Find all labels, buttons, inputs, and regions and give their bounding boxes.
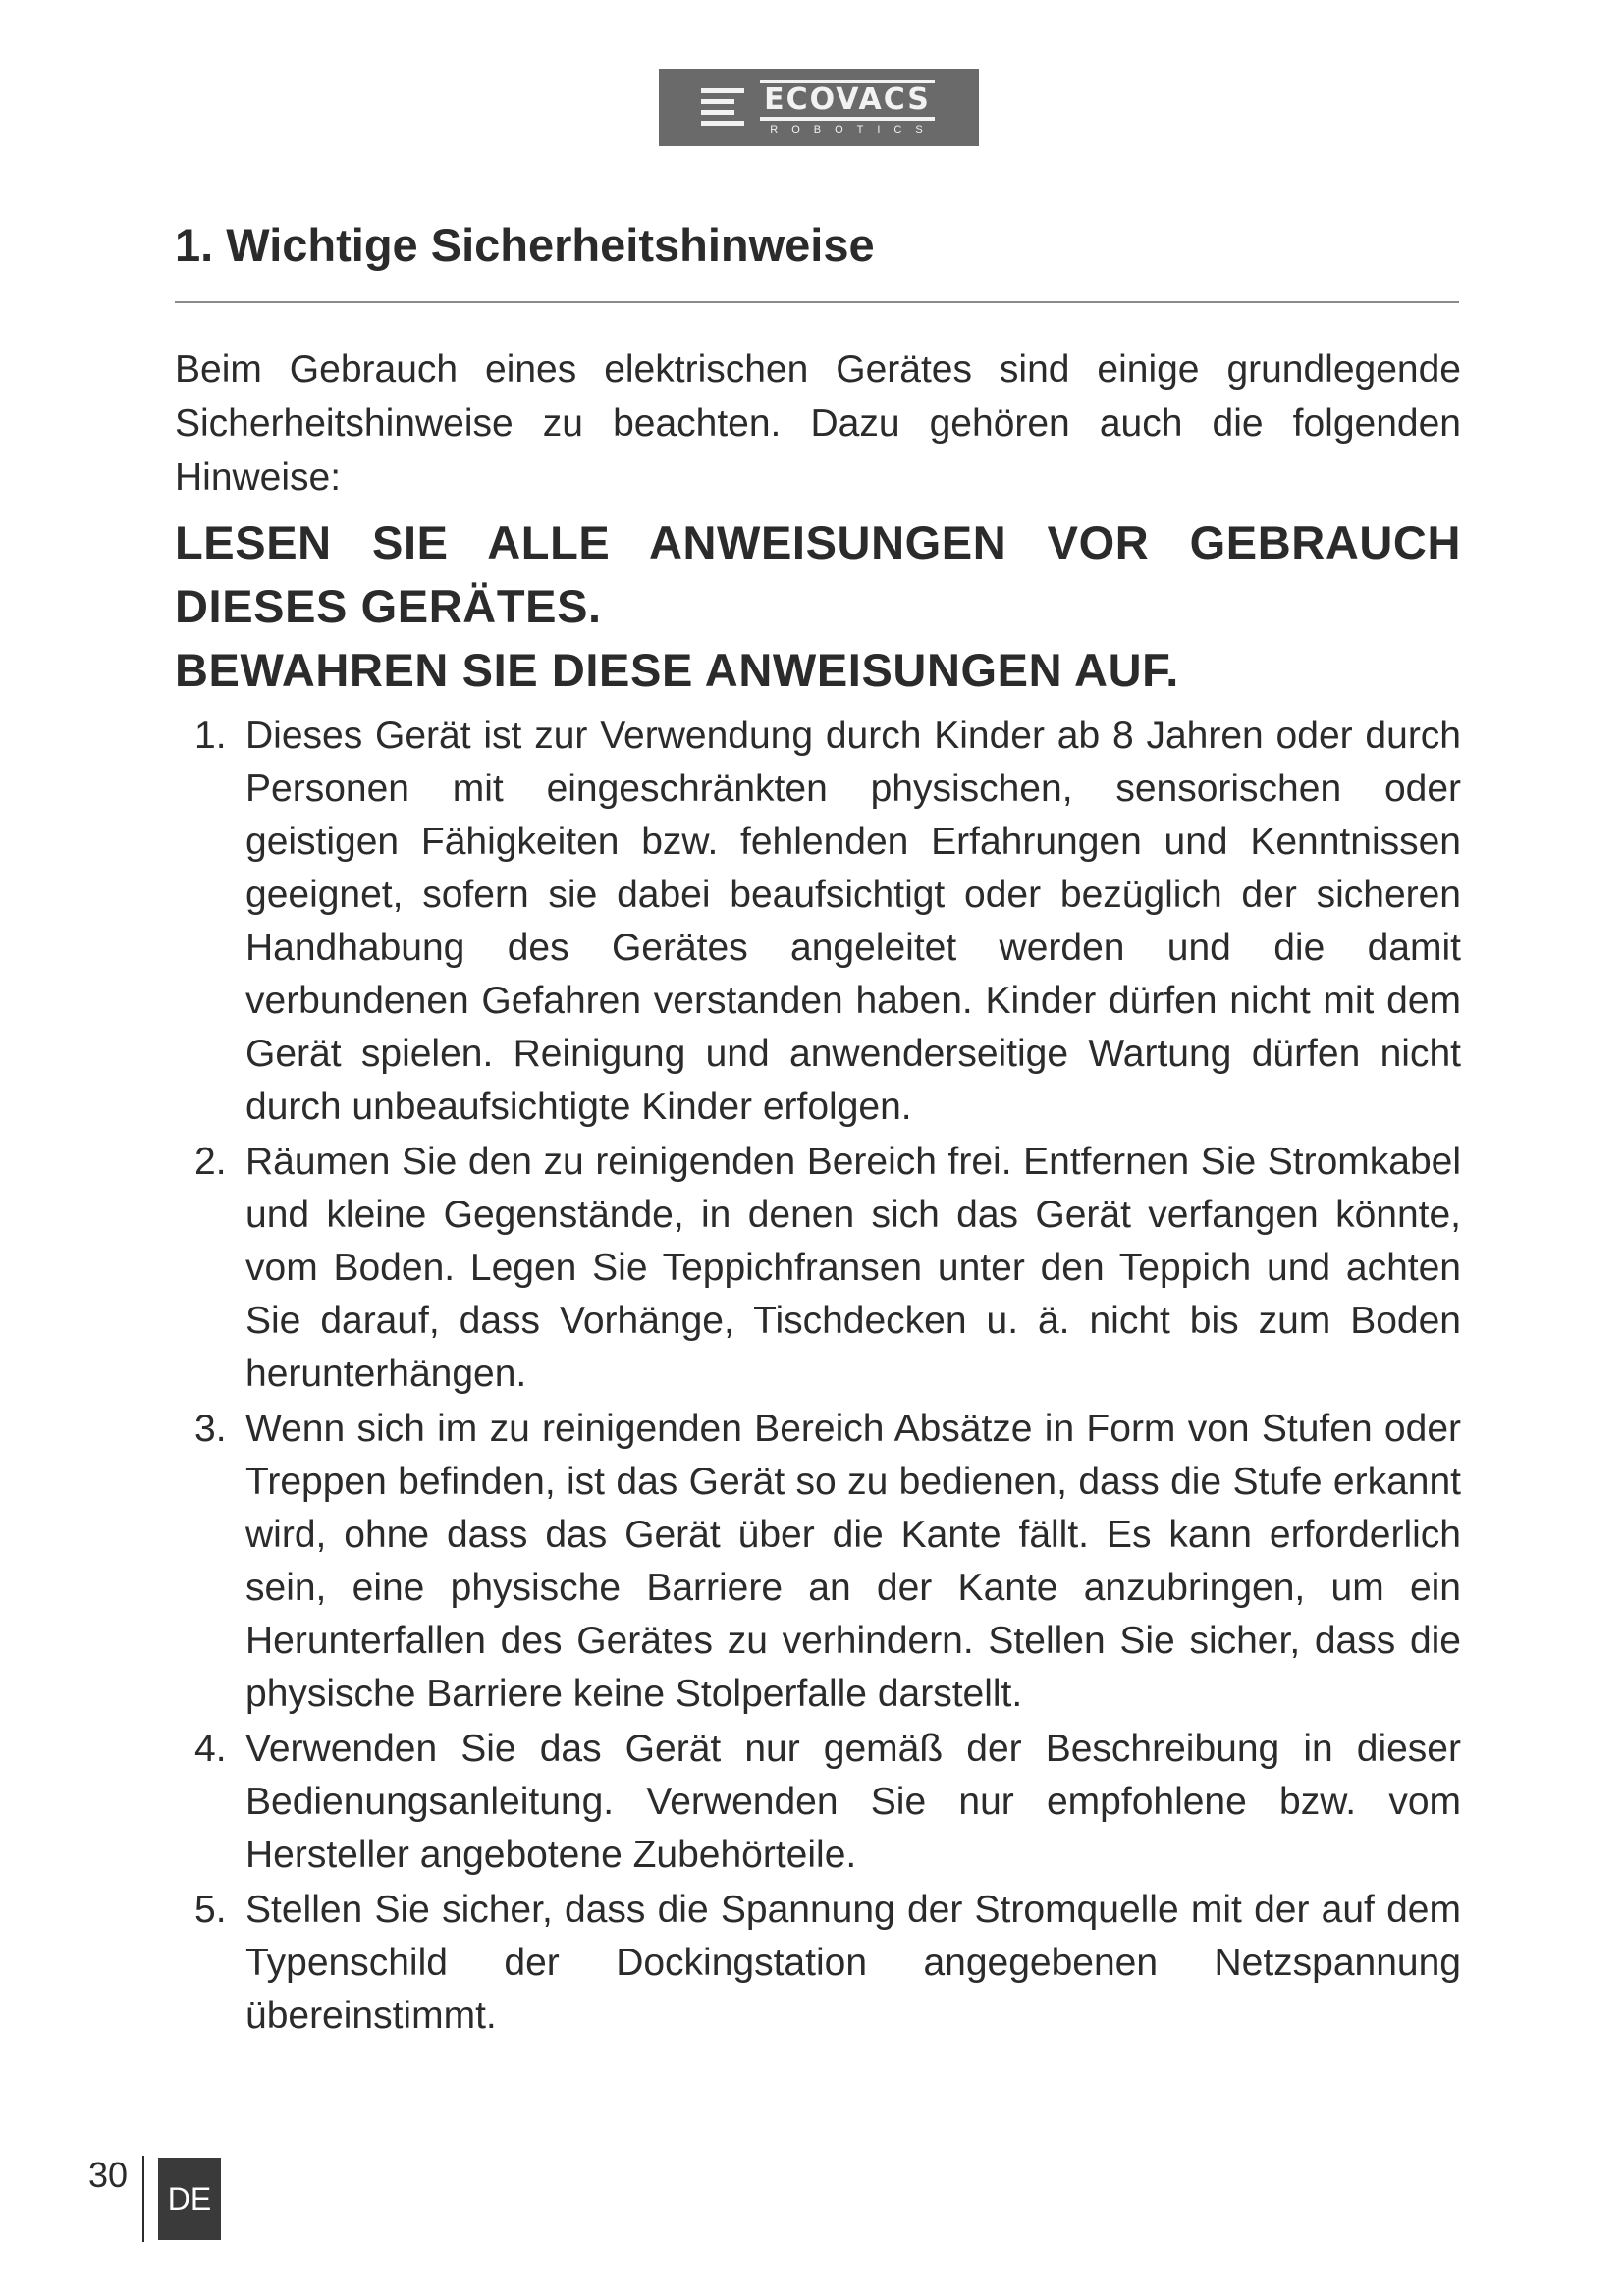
list-item-number: 1. <box>194 715 227 757</box>
logo-wordmark <box>758 80 936 135</box>
list-item-number: 2. <box>194 1141 227 1183</box>
brand-logo <box>659 69 979 146</box>
list-item-number: 4. <box>194 1728 227 1770</box>
list-item <box>175 710 1461 1134</box>
warning-read-instructions: LESEN SIE ALLE ANWEISUNGEN VOR GEBRAUCH DIESES GERÄTES. <box>175 516 1461 632</box>
list-item-text: Räumen Sie den zu reinigenden Bereich frei. Entfernen Sie Stromkabel und kleine Gegenstände, in denen sich das Gerät verfangen könnte, vom Boden. Legen Sie Teppichfransen unter den Teppich und achten Sie darauf, dass Vorhänge, Tischdecken u. ä. nicht bis zum Boden herunterhängen. <box>245 1141 1461 1395</box>
footer-divider <box>142 2156 144 2242</box>
safety-list <box>175 710 1461 2043</box>
list-item <box>175 1884 1461 2043</box>
list-item-number: 5. <box>194 1889 227 1931</box>
list-item-text: Dieses Gerät ist zur Verwendung durch Kinder ab 8 Jahren oder durch Personen mit eingeschränkten physischen, sensorischen oder geistigen Fähigkeiten bzw. fehlenden Erfahrungen und Kenntnissen geeignet, sofern sie dabei beaufsichtigt oder bezüglich der sicheren Handhabung des Gerätes angeleitet werden und die damit verbundenen Gefahren verstanden haben. Kinder dürfen nicht mit dem Gerät spielen. Reinigung und anwenderseitige Wartung dürfen nicht durch unbeaufsichtigte Kinder erfolgen. <box>245 715 1461 1128</box>
list-item-text: Stellen Sie sicher, dass die Spannung der Stromquelle mit der auf dem Typenschild der Dockingstation angegebenen Netzspannung übereinstimmt. <box>245 1889 1461 2037</box>
list-item-text: Wenn sich im zu reinigenden Bereich Absätze in Form von Stufen oder Treppen befinden, ist das Gerät so zu bedienen, dass die Stufe erkannt wird, ohne dass das Gerät über die Kante fällt. Es kann erforderlich sein, eine physische Barriere an der Kante anzubringen, um ein Herunterfallen des Gerätes zu verhindern. Stellen Sie sicher, dass die physische Barriere keine Stolperfalle darstellt. <box>245 1408 1461 1715</box>
list-item <box>175 1723 1461 1882</box>
document-body <box>175 343 1461 2045</box>
section-heading: 1. Wichtige Sicherheitshinweise <box>175 219 875 271</box>
list-item <box>175 1403 1461 1721</box>
ecovacs-logo-icon <box>701 86 744 130</box>
list-item-text: Verwenden Sie das Gerät nur gemäß der Beschreibung in dieser Bedienungsanleitung. Verwenden Sie nur empfohlene bzw. vom Hersteller angebotene Zubehörteile. <box>245 1728 1461 1876</box>
heading-divider <box>175 301 1459 303</box>
list-item <box>175 1136 1461 1401</box>
intro-paragraph: Beim Gebrauch eines elektrischen Gerätes sind einige grundlegende Sicherheitshinweise zu beachten. Dazu gehören auch die folgenden Hinweise: <box>175 348 1461 499</box>
warning-keep-instructions: BEWAHREN SIE DIESE ANWEISUNGEN AUF. <box>175 644 1179 696</box>
logo-brand-text: ECOVACS <box>760 80 935 121</box>
logo-sub-text: ROBOTICS <box>770 124 937 135</box>
language-badge: DE <box>158 2158 221 2240</box>
list-item-number: 3. <box>194 1408 227 1450</box>
page-number: 30 <box>88 2155 129 2195</box>
